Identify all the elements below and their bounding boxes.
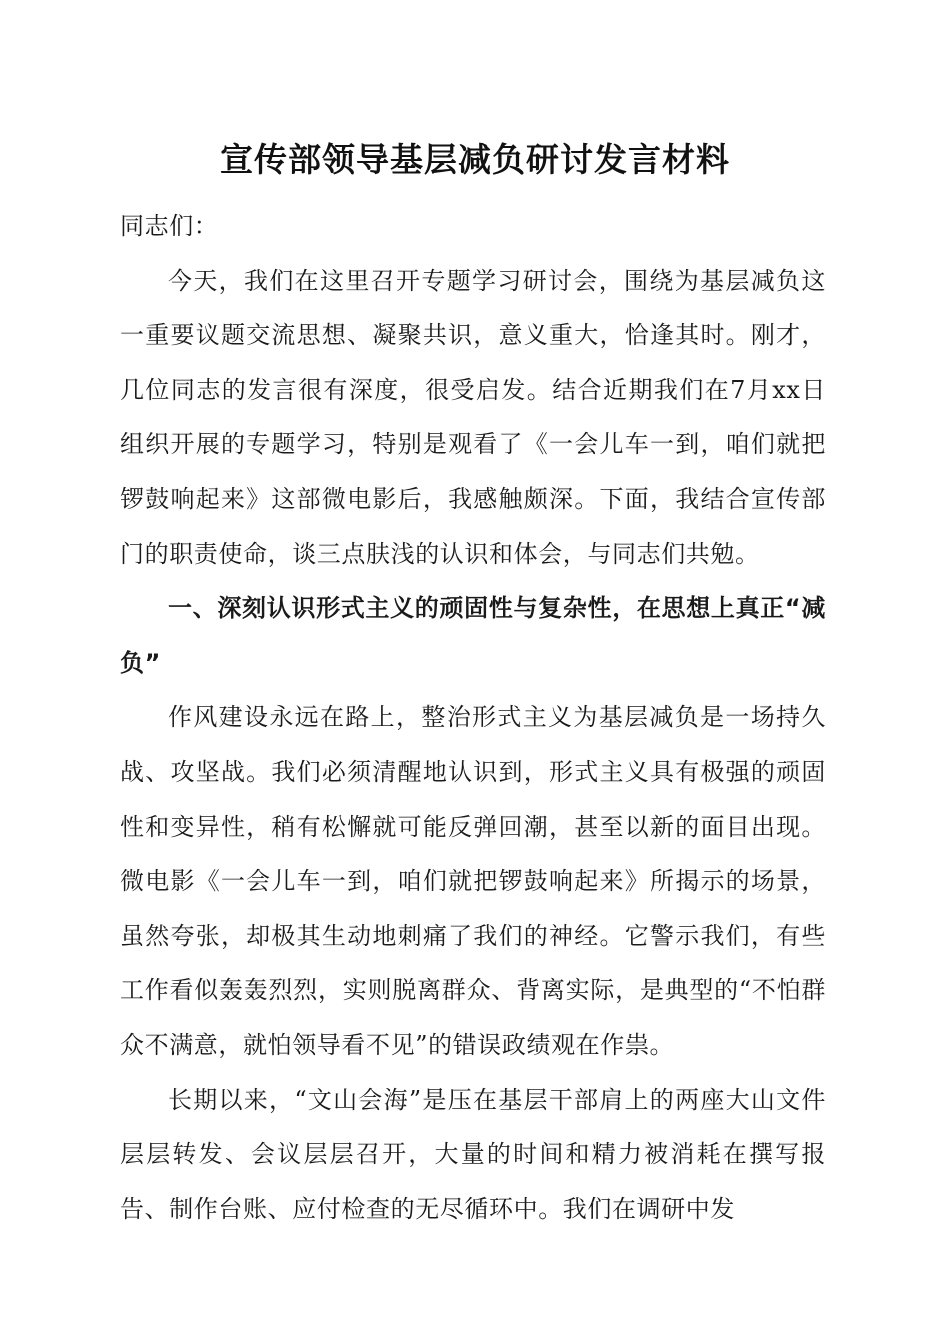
document-title: 宣传部领导基层减负研讨发言材料 [220,140,730,179]
paragraph-section1-1: 作风建设永远在路上，整治形式主义为基层减负是一场持久战、攻坚战。我们必须清醒地认识到，形式主义具有极强的顽固性和变异性，稍有松懈就可能反弹回潮，甚至以新的面目出现。微电影《一会儿车一到，咱们就把锣鼓响起来》所揭示的场景，虽然夸张，却极其生动地刺痛了我们的神经。它警示我们，有些工作看似轰轰烈烈，实则脱离群众、背离实际，是典型的“不怕群众不满意，就怕领导看不见”的错误政绩观在作祟。 [120,703,826,1059]
greeting: 同志们： [120,212,219,240]
section-heading-1: 一、深刻认识形式主义的顽固性与复杂性，在思想上真正“减负” [120,594,826,677]
paragraph-intro: 今天，我们在这里召开专题学习研讨会，围绕为基层减负这一重要议题交流思想、凝聚共识，意义重大，恰逢其时。刚才，几位同志的发言很有深度，很受启发。结合近期我们在7月xx日组织开展的专题学习，特别是观看了《一会儿车一到，咱们就把锣鼓响起来》这部微电影后，我感触颇深。下面，我结合宣传部门的职责使命，谈三点肤浅的认识和体会，与同志们共勉。 [120,266,826,568]
document-body [120,199,826,1236]
paragraph-section1-2: 长期以来，“文山会海”是压在基层干部肩上的两座大山文件层层转发、会议层层召开，大量的时间和精力被消耗在撰写报告、制作台账、应付检查的无尽循环中。我们在调研中发 [120,1085,826,1223]
